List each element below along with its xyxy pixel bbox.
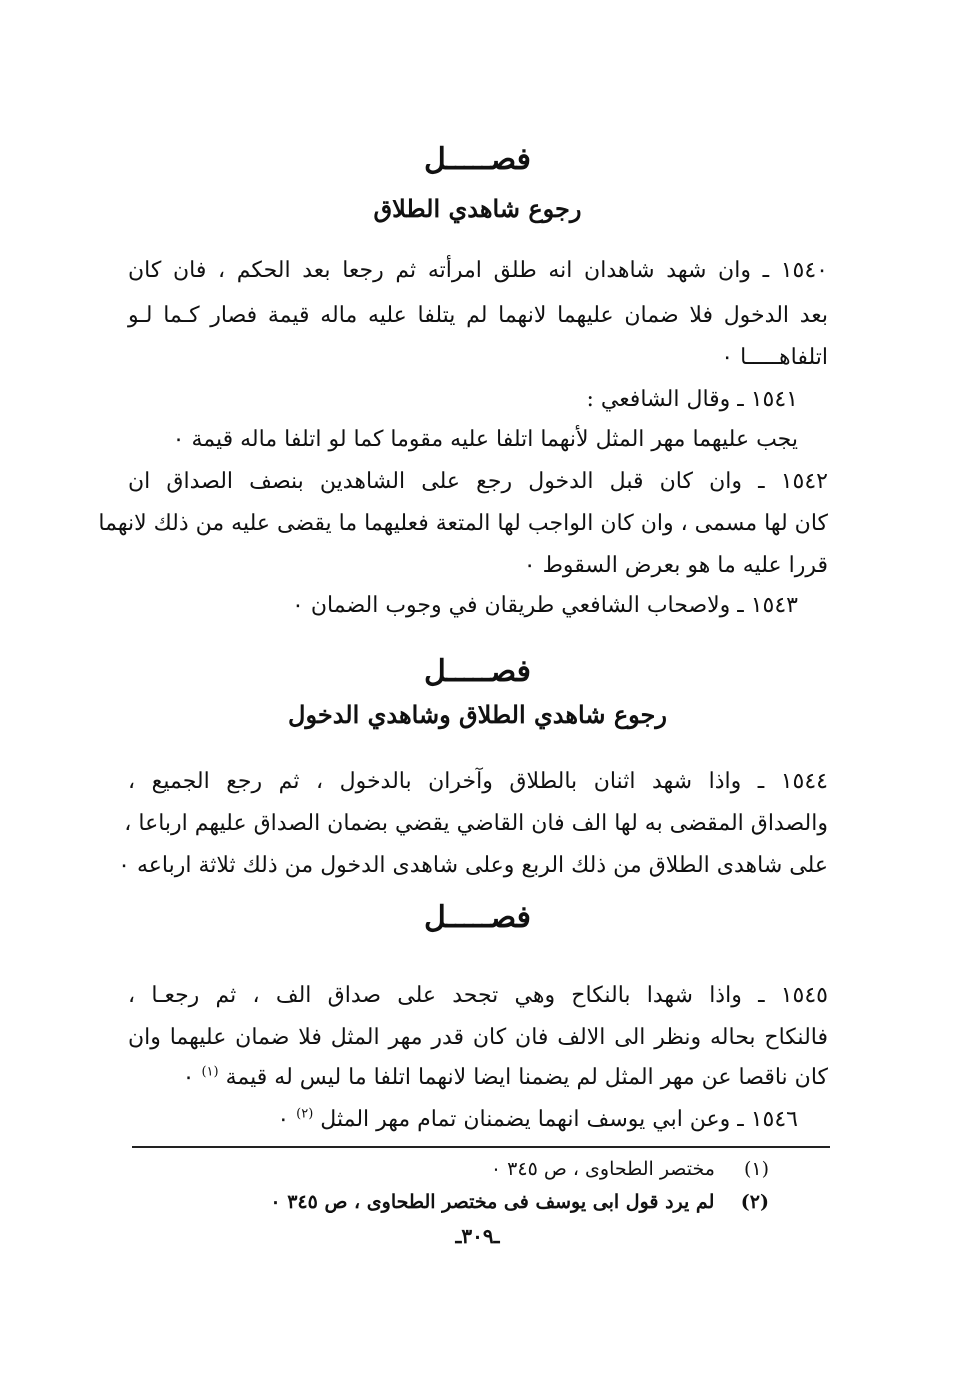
paragraph-line: ١٥٤٠ ـ وان شهد شاهدان انه طلق امرأته ثم رجعا بعد الحكم ، فان كان xyxy=(128,258,828,283)
paragraph-line: ١٥٤١ ـ وقال الشافعي : xyxy=(586,387,798,412)
footnote-number: (١) xyxy=(743,1158,769,1180)
end-mark: ٠ xyxy=(182,1065,195,1090)
paragraph-line: فالنكاح بحاله ونظر الى الالف فان كان قدر مهر المثل فلا ضمان عليهما وان xyxy=(128,1025,828,1050)
section-title: رجوع شاهدي الطلاق xyxy=(373,194,582,223)
footnote-text: مختصر الطحاوى ، ص ٣٤٥ ٠ xyxy=(490,1158,715,1180)
paragraph-line: ١٥٤٥ ـ واذا شهدا بالنكاح وهي تجحد على صداق الف ، ثم رجعـا ، xyxy=(128,983,828,1008)
footnote-text: لم يرد قول ابى يوسف فى مختصر الطحاوى ، ص ٣٤٥ ٠ xyxy=(270,1191,715,1213)
paragraph-line xyxy=(98,1104,798,1136)
footnote-ref: (١) xyxy=(201,1064,219,1080)
section-heading-fasl: فصـــــل xyxy=(423,142,532,177)
paragraph-line: بعد الدخول فلا ضمان عليهما لانهما لم يتلفا عليه ماله قيمة فصار كـما لـو xyxy=(128,303,829,328)
footnote-number: (٢) xyxy=(740,1191,769,1213)
paragraph-line xyxy=(128,1062,828,1094)
paragraph-line: قررا عليه ما هو بعرض السقوط ٠ xyxy=(523,553,828,578)
paragraph-line: على شاهدى الطلاق من ذلك الربع وعلى شاهدى الدخول من ذلك ثلاثة ارباعه ٠ xyxy=(118,853,828,878)
section-heading-fasl: فصـــــل xyxy=(423,654,532,689)
paragraph-line: والصداق المقضى به لها الف فان القاضي يقضي بضمان الصداق عليهم ارباعا ، xyxy=(124,811,828,836)
paragraph-line: ١٥٤٤ ـ واذا شهد اثنان بالطلاق وآخران بالدخول ، ثم رجع الجميع ، xyxy=(128,769,828,794)
paragraph-line: اتلفاهـــــا ٠ xyxy=(721,345,828,370)
section-title: رجوع شاهدي الطلاق وشاهدي الدخول xyxy=(288,700,667,729)
end-mark: ٠ xyxy=(277,1107,290,1132)
footnote-ref: (٢) xyxy=(296,1106,314,1122)
paragraph-text: ١٥٤٦ ـ وعن ابي يوسف انهما يضمنان تمام مهر المثل xyxy=(320,1107,798,1132)
paragraph-line: يجب عليهما مهر المثل لأنهما اتلفا عليه مقوما كما لو اتلفا ماله قيمة ٠ xyxy=(172,427,798,452)
footnote xyxy=(209,1155,769,1183)
paragraph-line: كان لها مسمى ، وان كان الواجب لها المتعة فعليهما ما يقضى عليه من ذلك لانهما xyxy=(98,511,828,536)
paragraph-line: ١٥٤٢ ـ وان كان قبل الدخول رجع على الشاهدين بنصف الصداق ان xyxy=(128,469,828,494)
page-number: ـ٣٠٩ـ xyxy=(455,1224,500,1248)
paragraph-text: كان ناقصا عن مهر المثل لم يضمنا ايضا لانهما اتلفا ما ليس له قيمة xyxy=(225,1065,828,1090)
footnote xyxy=(209,1188,769,1216)
section-heading-fasl: فصـــــل xyxy=(423,900,532,935)
footnote-divider xyxy=(132,1146,830,1148)
paragraph-line: ١٥٤٣ ـ ولاصحاب الشافعي طريقان في وجوب الضمان ٠ xyxy=(292,593,798,618)
